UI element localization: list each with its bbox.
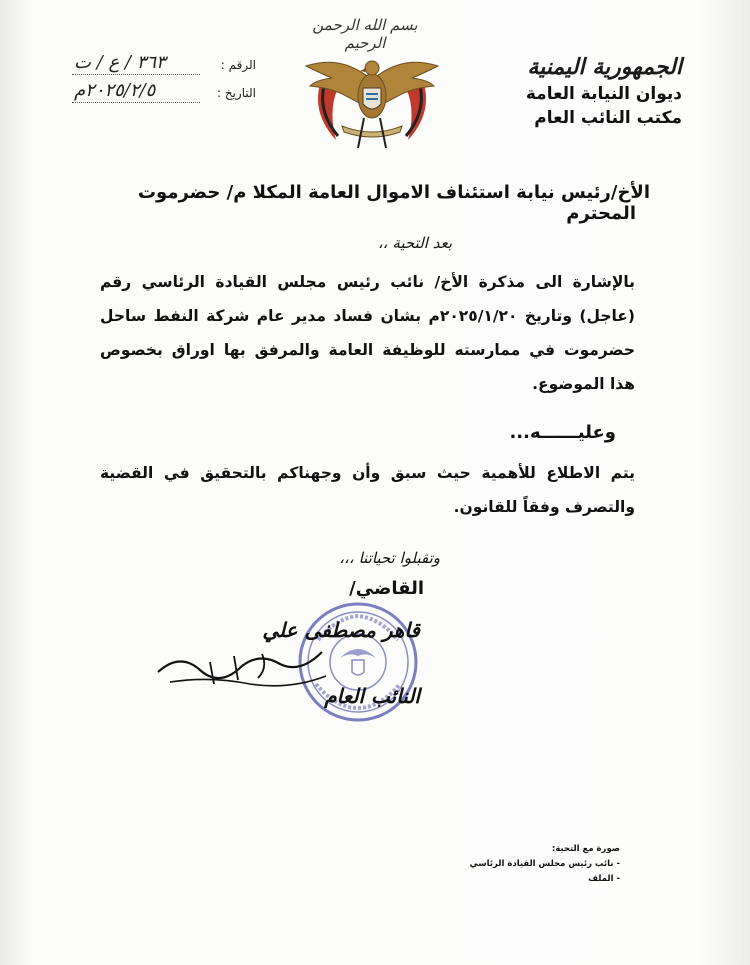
basmala: بسم الله الرحمن الرحيم bbox=[312, 16, 418, 52]
closing-salutation: وتقبلوا تحياتنا ،،، bbox=[339, 549, 440, 567]
copy-item: - الملف bbox=[420, 872, 620, 887]
number-row bbox=[72, 52, 262, 80]
office-name: ديوان النيابة العامة bbox=[525, 84, 682, 104]
judge-position: النائب العام bbox=[324, 684, 420, 708]
number-label: الرقم : bbox=[220, 58, 256, 72]
number-dotted-line bbox=[72, 74, 200, 75]
addressee-to: الأخ/رئيس نيابة استئناف الاموال العامة المكلا م/ حضرموت bbox=[137, 182, 650, 203]
date-label: التاريخ : bbox=[216, 86, 256, 100]
judge-name: قاهر مصطفى علي bbox=[262, 618, 420, 642]
date-dotted-line bbox=[72, 102, 200, 103]
republic-name: الجمهورية اليمنية bbox=[527, 54, 682, 80]
body-paragraph-2: يتم الاطلاع للأهمية حيث سبق وأن وجهناكم بالتحقيق في القضية والتصرف وفقاً للقانون. bbox=[100, 464, 635, 516]
body-paragraph-1: بالإشارة الى مذكرة الأخ/ نائب رئيس مجلس القيادة الرئاسي رقم (عاجل) وتاريخ ٢٠٢٥/١/٢٠م بشان فساد مدير عام شركة النفط ساحل حضرموت في ممارسته للوظيفة العامة والمرفق بها اوراق بخصوص هذا الموضوع. bbox=[100, 273, 635, 393]
addressee-line bbox=[60, 182, 650, 224]
copy-item: - نائب رئيس مجلس القيادة الرئاسي bbox=[420, 857, 620, 872]
judge-title: القاضي/ bbox=[349, 578, 424, 599]
therefore-heading: وعليــــــه... bbox=[509, 422, 616, 443]
handwritten-signature-icon bbox=[150, 632, 330, 702]
copies-heading: صورة مع التحية: bbox=[551, 844, 620, 854]
institution-header bbox=[462, 52, 682, 130]
number-value: ٣٦٣ / ع / ت bbox=[74, 52, 166, 73]
addressee-respect: المحترم bbox=[566, 203, 636, 224]
yemen-eagle-emblem-icon bbox=[302, 44, 442, 154]
greeting: بعد التحية ،، bbox=[377, 234, 452, 252]
reference-block bbox=[72, 52, 262, 108]
date-row bbox=[72, 80, 262, 108]
copies-block bbox=[420, 842, 620, 887]
date-value: ٢٠٢٥/٢/٥م bbox=[74, 80, 156, 101]
department-name: مكتب النائب العام bbox=[534, 108, 682, 128]
